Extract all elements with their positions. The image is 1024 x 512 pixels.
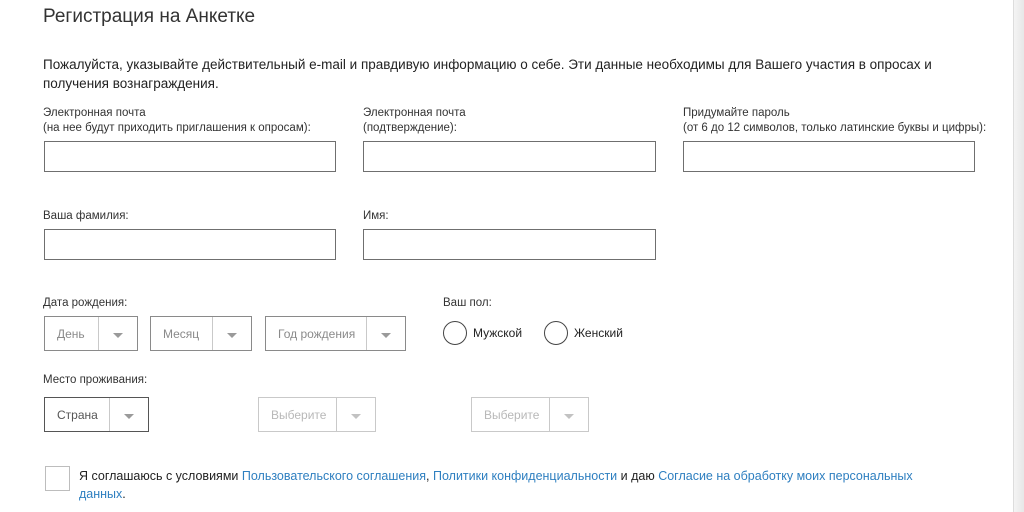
country-select[interactable]	[44, 397, 149, 432]
name-label: Имя:	[363, 210, 389, 222]
intro-text: Пожалуйста, указывайте действительный e-mail и правдивую информацию о себе. Эти данные необходимы для Вашего участия в опросах и получения вознаграждения.	[43, 57, 932, 91]
email-confirm-label	[363, 106, 466, 136]
agreement-sep1: ,	[426, 469, 433, 483]
chevron-down-icon	[381, 333, 391, 338]
email-confirm-label-line2: (подтверждение):	[363, 122, 457, 134]
chevron-down-icon	[564, 414, 574, 419]
gender-female-option[interactable]	[544, 321, 623, 345]
password-label-line2: (от 6 до 12 символов, только латинские буквы и цифры):	[683, 122, 987, 134]
birth-year-dropdown-button[interactable]	[366, 317, 405, 350]
city-value: Выберите	[484, 407, 540, 422]
password-input[interactable]	[683, 141, 975, 172]
gender-label: Ваш пол:	[443, 297, 492, 309]
name-input[interactable]	[363, 229, 656, 260]
birth-month-value: Месяц	[163, 326, 200, 341]
email-confirm-input[interactable]	[363, 141, 656, 172]
region-value: Выберите	[271, 407, 327, 422]
radio-female[interactable]	[544, 321, 568, 345]
chevron-down-icon	[113, 333, 123, 338]
birthdate-label: Дата рождения:	[43, 297, 128, 309]
birth-month-select[interactable]	[150, 316, 252, 351]
surname-input[interactable]	[44, 229, 336, 260]
agreement-text	[79, 467, 959, 503]
chevron-down-icon	[124, 414, 134, 419]
consent-link[interactable]: Согласие на обработку моих персональных данных	[79, 469, 913, 501]
country-dropdown-button[interactable]	[109, 398, 148, 431]
window-edge	[1013, 0, 1024, 512]
gender-male-label: Мужской	[473, 326, 523, 340]
surname-label: Ваша фамилия:	[43, 210, 129, 222]
email-label	[43, 106, 311, 136]
email-label-line1: Электронная почта	[43, 107, 146, 119]
region-select[interactable]	[258, 397, 376, 432]
birth-day-select[interactable]	[44, 316, 138, 351]
city-dropdown-button[interactable]	[549, 398, 588, 431]
birth-day-dropdown-button[interactable]	[98, 317, 137, 350]
email-label-line2: (на нее будут приходить приглашения к опросам):	[43, 122, 311, 134]
agreement-mid: и даю	[617, 469, 659, 483]
country-value: Страна	[57, 407, 98, 422]
privacy-link[interactable]: Политики конфиденциальности	[432, 469, 618, 483]
terms-link[interactable]: Пользовательского соглашения	[241, 469, 427, 483]
birth-year-select[interactable]	[265, 316, 406, 351]
region-dropdown-button[interactable]	[336, 398, 375, 431]
chevron-down-icon	[351, 414, 361, 419]
email-confirm-label-line1: Электронная почта	[363, 107, 466, 119]
email-input[interactable]	[44, 141, 336, 172]
gender-female-label: Женский	[574, 326, 623, 340]
agreement-suffix: .	[122, 487, 126, 501]
city-select[interactable]	[471, 397, 589, 432]
agreement-checkbox[interactable]	[45, 466, 70, 491]
gender-male-option[interactable]	[443, 321, 522, 345]
birth-month-dropdown-button[interactable]	[212, 317, 251, 350]
password-label	[683, 106, 986, 136]
radio-male[interactable]	[443, 321, 467, 345]
residence-label: Место проживания:	[43, 374, 148, 386]
password-label-line1: Придумайте пароль	[683, 107, 790, 119]
agreement-prefix: Я соглашаюсь с условиями	[79, 469, 242, 483]
chevron-down-icon	[227, 333, 237, 338]
birth-year-value: Год рождения	[278, 326, 356, 341]
birth-day-value: День	[57, 326, 85, 341]
page-title: Регистрация на Анкетке	[43, 6, 256, 27]
